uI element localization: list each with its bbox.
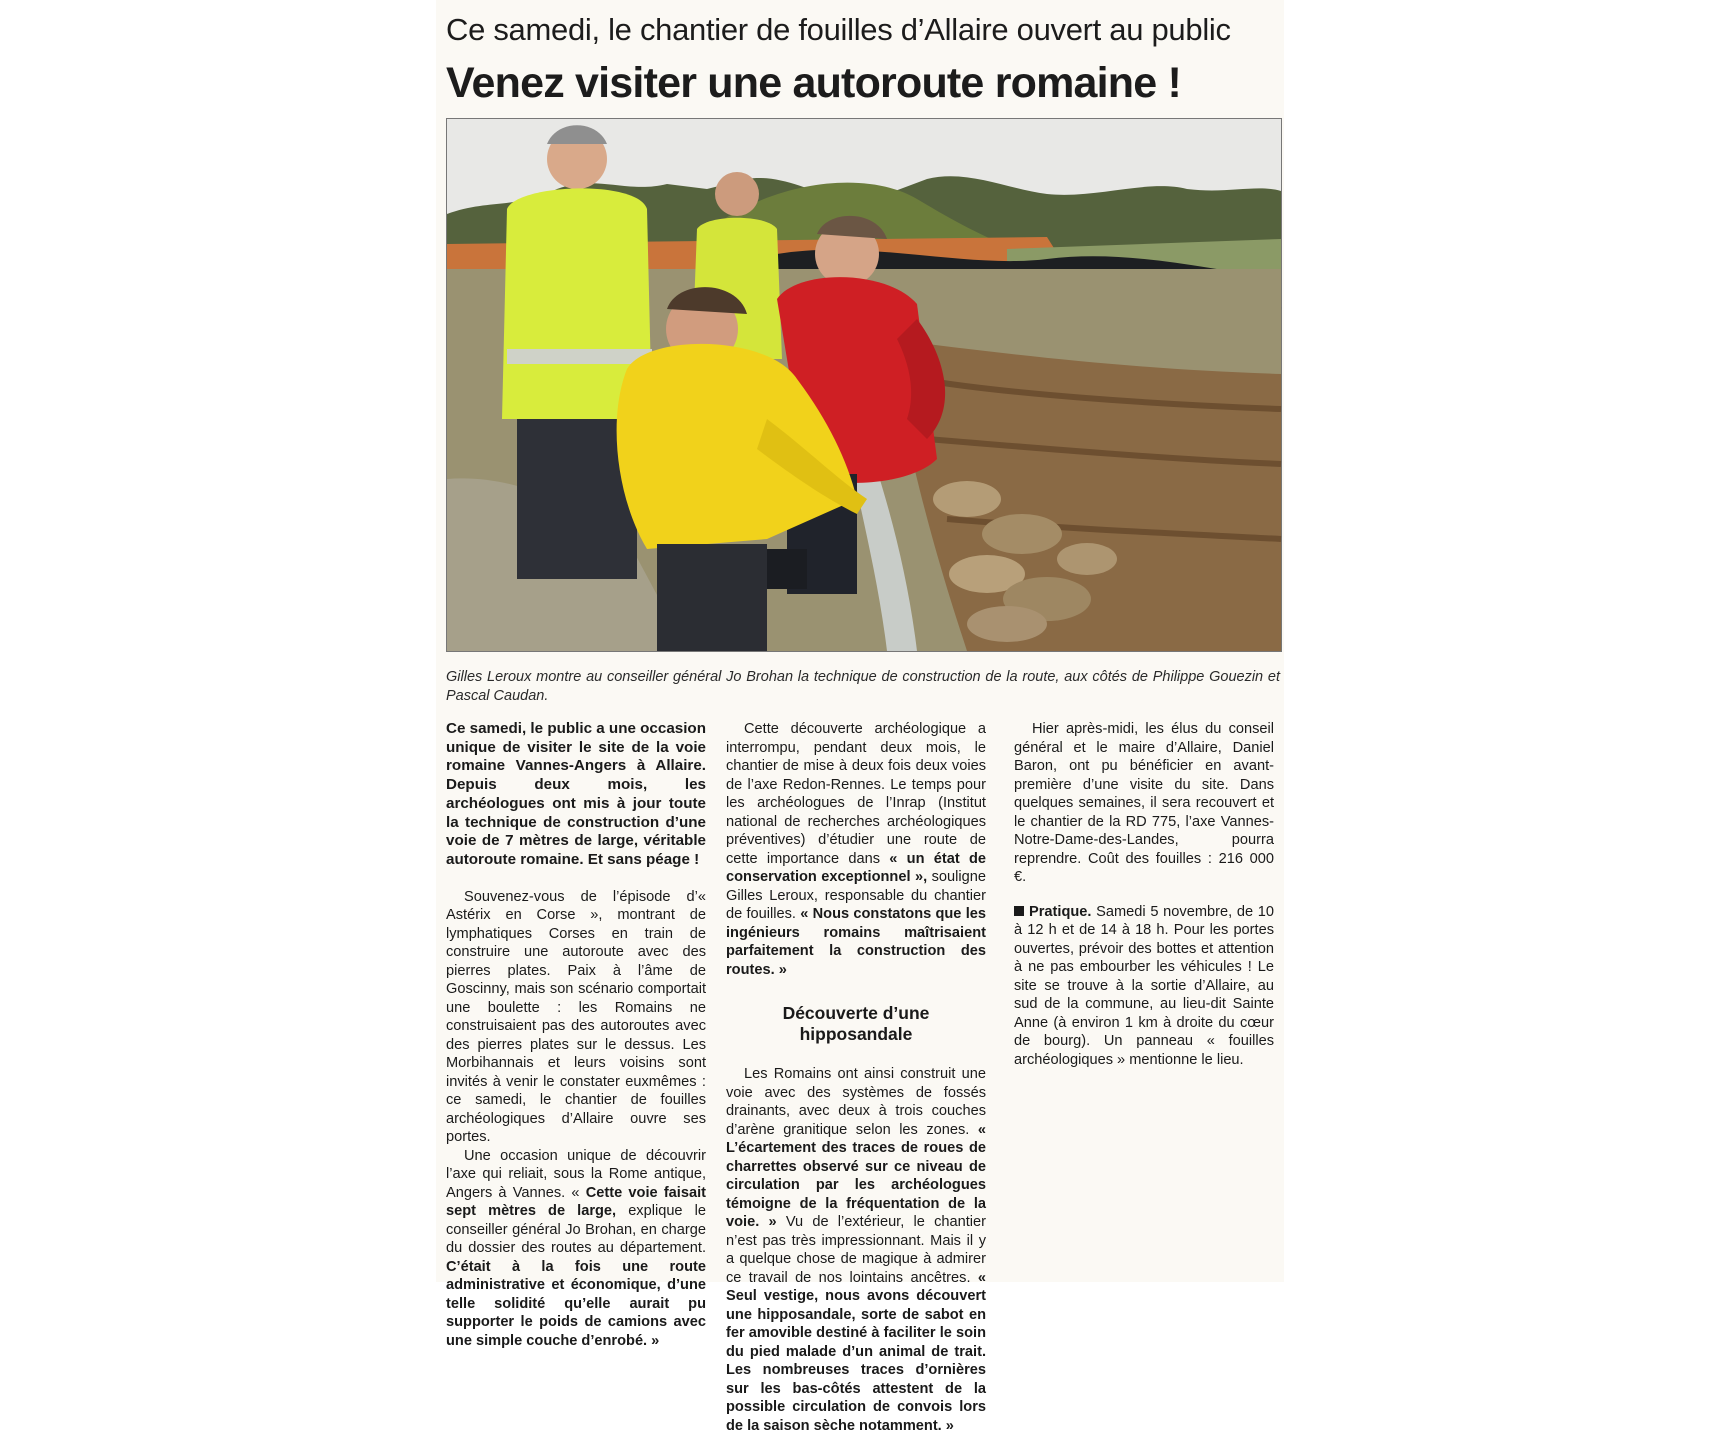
- text-segment: Vu de l’extérieur, le chantier n’est pas très impressionnant. Mais il y a quelque chose de magique à admirer ce travail de nos lointains ancêtres.: [726, 1214, 986, 1286]
- square-bullet-icon: [1014, 906, 1024, 916]
- text-segment: souligne Gilles Leroux, responsable du chantier de fouilles.: [726, 869, 986, 922]
- bold-quote: « un état de conservation exceptionnel »,: [726, 850, 986, 885]
- paragraph-brohan: [446, 1147, 706, 1351]
- text-segment: explique le conseiller général Jo Brohan, en charge du dossier des routes au département.: [446, 1203, 706, 1257]
- practical-text: Samedi 5 novembre, de 10 à 12 h et de 14 à 18 h. Pour les portes ouvertes, prévoir des bottes et attention à ne pas embourber les véhicules ! Le site se trouve à la sortie d’Allaire, au sud de la commune, au lieu-dit Sainte Anne (à environ 1 km à droite du cœur de bourg). Un panneau « fouilles archéologiques » mentionne le lieu.: [1014, 903, 1275, 1068]
- paragraph-hipposandale: [726, 1065, 986, 1435]
- text-segment: Les Romains ont ainsi construit une voie avec des systèmes de fossés drainants, avec deux à trois couches d’arène granitique selon les zones.: [726, 1066, 986, 1138]
- newspaper-clipping: [436, 0, 1284, 1434]
- paragraph-inrap: [726, 720, 986, 979]
- article-headline: Venez visiter une autoroute romaine !: [446, 59, 1182, 107]
- section-subheading: Découverte d’une hipposandale: [782, 1003, 930, 1044]
- excavation-photo: [447, 119, 1281, 651]
- column-1: [446, 720, 706, 1350]
- article-lead: Ce samedi, le public a une occasion unique de visiter le site de la voie romaine Vannes-Angers à Allaire. Depuis deux mois, les archéologues ont mis à jour toute la technique de construction d’une voie de 7 mètres de large, véritable autoroute romaine. Et sans péage !: [446, 720, 706, 868]
- text-segment: Une occasion unique de découvrir l’axe qui reliait, sous la Rome antique, Angers à Vannes. «: [446, 1147, 706, 1201]
- bold-quote: C’était à la fois une route administrative et économique, d’une telle solidité qu’elle aurait pu supporter le poids de camions avec une simple couche d’enrobé. »: [446, 1258, 706, 1349]
- bold-quote: Cette voie faisait sept mètres de large,: [446, 1184, 706, 1220]
- article-photo: [446, 118, 1282, 652]
- practical-label: Pratique.: [1029, 903, 1092, 920]
- paragraph-elus: Hier après-midi, les élus du conseil général et le maire d’Allaire, Daniel Baron, ont pu bénéficier en avant-première d’une visite du site. Dans quelques semaines, il sera recouvert et le chantier de la RD 775, l’axe Vannes-Notre-Dame-des-Landes, pourra reprendre. Coût des fouilles : 216 000 €.: [1014, 721, 1274, 885]
- photo-caption: Gilles Leroux montre au conseiller général Jo Brohan la technique de construction de la route, aux côtés de Philippe Gouezin et Pascal Caudan.: [446, 669, 1280, 704]
- column-2: [726, 720, 986, 1435]
- column-3: [1014, 720, 1274, 1069]
- text-segment: Cette découverte archéologique a interrompu, pendant deux mois, le chantier de mise à deux fois deux voies de l’axe Redon-Rennes. Le temps pour les archéologues de l’Inrap (Institut national de recherches archéologiques préventives) d’étudier une route de cette importance dans: [726, 721, 986, 867]
- bold-quote: « Nous constatons que les ingénieurs romains maîtrisaient parfaitement la construction des routes. »: [726, 906, 986, 978]
- article-kicker: Ce samedi, le chantier de fouilles d’Allaire ouvert au public: [446, 12, 1231, 47]
- bold-quote: « L’écartement des traces de roues de charrettes observé sur ce niveau de circulation par les archéologues témoigne de la fréquentation de la voie. »: [726, 1121, 986, 1230]
- bold-quote: « Seul vestige, nous avons découvert une hipposandale, sorte de sabot en fer amovible destiné à faciliter le soin du pied malade d’un animal de trait. Les nombreuses traces d’ornières sur les bas-côtés attestent de la possible circulation de convois lors de la saison sèche notamment. »: [726, 1269, 986, 1434]
- paragraph-asterix: Souvenez-vous de l’épisode d’« Astérix en Corse », montrant de lymphatiques Corses en train de construire une autoroute avec des pierres plates. Paix à l’âme de Goscinny, mais son scénario comportait une boulette : les Romains ne construisaient pas des autoroutes avec des pierres plates sur le dessus. Les Morbihannais et leurs voisins sont invités à venir le constater euxmêmes : ce samedi, le chantier de fouilles archéologiques d’Allaire ouvre ses portes.: [446, 888, 706, 1146]
- practical-info: [1014, 903, 1274, 1070]
